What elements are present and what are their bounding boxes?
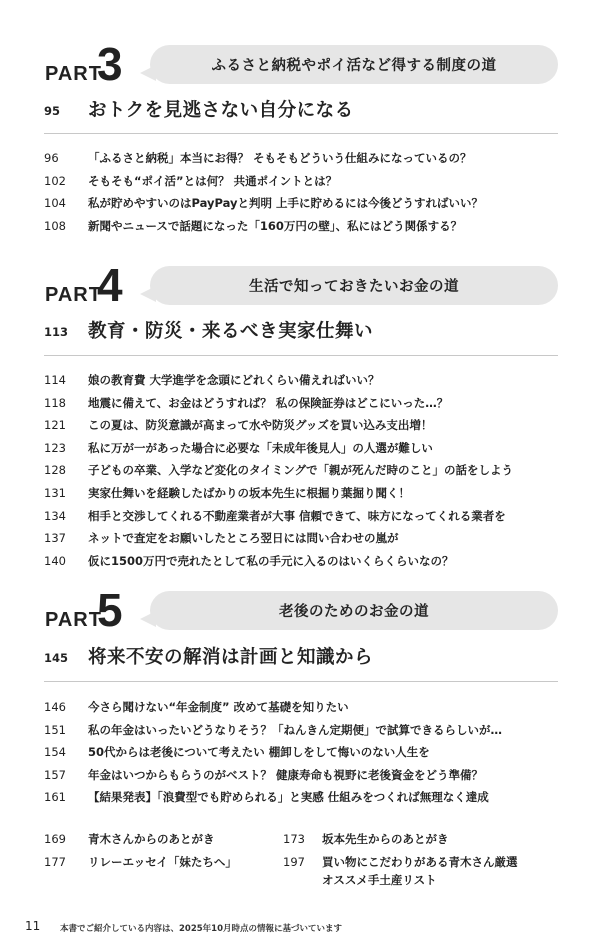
chapter-title: おトクを見逃さない自分になる xyxy=(88,100,354,121)
item-page-number: 169 xyxy=(44,832,66,846)
toc-item[interactable] xyxy=(0,438,600,461)
item-title: 【結果発表】「浪費型でも貯められる」と実感 仕組みをつくれば無理なく達成 xyxy=(88,790,489,805)
part-4-item-list xyxy=(0,370,600,573)
footer-note: 本書でご紹介している内容は、2025年10月時点の情報に基づいています xyxy=(60,924,342,934)
item-page-number: 114 xyxy=(44,373,66,387)
item-title: 青木さんからのあとがき xyxy=(88,832,215,846)
part-5-header xyxy=(0,584,600,636)
toc-item[interactable] xyxy=(0,742,600,765)
item-title: 50代からは老後について考えたい 棚卸しをして悔いのない人生を xyxy=(88,745,430,760)
item-page-number: 134 xyxy=(44,508,66,523)
item-page-number: 197 xyxy=(283,855,305,869)
item-page-number: 131 xyxy=(44,485,66,500)
item-title: 年金はいつからもらうのがベスト？ 健康寿命も視野に老後資金をどう準備？ xyxy=(88,767,483,782)
item-page-number: 96 xyxy=(44,151,59,165)
heading-page-number: 113 xyxy=(44,325,69,339)
toc-item[interactable] xyxy=(0,415,600,438)
item-title: そもそも“ポイ活”とは何？ 共通ポイントとは？ xyxy=(88,173,338,188)
item-title: 坂本先生からのあとがき xyxy=(322,832,449,846)
item-title: 私の年金はいったいどうなりそう？「ねんきん定期便」で試算できるらしいが… xyxy=(88,722,502,737)
part-number: 3 xyxy=(97,38,123,90)
part-theme-bubble: 生活で知っておきたいお金の道 xyxy=(150,266,558,305)
item-page-number: 161 xyxy=(44,790,66,805)
item-title-line-2: オススメ手土産リスト xyxy=(322,873,437,887)
item-title: 娘の教育費 大学進学を念頭にどれくらい備えればいい？ xyxy=(88,373,380,387)
toc-item[interactable] xyxy=(0,193,600,216)
page-number: 11 xyxy=(25,919,41,933)
item-page-number: 108 xyxy=(44,218,66,233)
toc-item[interactable] xyxy=(0,528,600,551)
item-page-number: 137 xyxy=(44,531,66,546)
toc-item[interactable] xyxy=(0,460,600,483)
toc-item[interactable] xyxy=(0,551,600,574)
part-4-chapter-heading[interactable] xyxy=(0,315,600,345)
afterword-list xyxy=(0,826,600,896)
part-3-item-list xyxy=(0,148,600,238)
item-title: 子どもの卒業、入学など変化のタイミングで「親が死んだ時のこと」の話をしよう xyxy=(88,463,514,478)
item-page-number: 177 xyxy=(44,855,66,869)
part-3-chapter-heading[interactable] xyxy=(0,94,600,124)
divider xyxy=(44,133,558,134)
toc-item[interactable] xyxy=(0,216,600,239)
toc-item[interactable] xyxy=(0,697,600,720)
part-number: 5 xyxy=(97,584,123,636)
heading-page-number: 95 xyxy=(44,104,61,118)
item-title: ネットで査定をお願いしたところ翌日には問い合わせの嵐が xyxy=(88,531,399,546)
part-5-item-list xyxy=(0,697,600,810)
item-title: リレーエッセイ「妹たちへ」 xyxy=(88,855,237,869)
item-page-number: 123 xyxy=(44,440,66,455)
part-5-chapter-heading[interactable] xyxy=(0,641,600,671)
item-page-number: 173 xyxy=(283,832,305,846)
item-page-number: 128 xyxy=(44,463,66,478)
item-title: 「ふるさと納税」本当にお得？ そもそもどういう仕組みになっているの？ xyxy=(88,151,472,165)
part-label: PART xyxy=(45,609,102,631)
item-page-number: 121 xyxy=(44,418,66,433)
toc-item[interactable] xyxy=(0,148,600,171)
item-page-number: 140 xyxy=(44,553,66,568)
item-title: 私が貯めやすいのはPayPayと判明 上手に貯めるには今後どうすればいい？ xyxy=(88,196,484,211)
toc-item[interactable] xyxy=(0,506,600,529)
item-page-number: 102 xyxy=(44,173,66,188)
divider xyxy=(44,681,558,682)
toc-item[interactable] xyxy=(0,787,600,810)
toc-item[interactable] xyxy=(0,171,600,194)
item-title: 相手と交渉してくれる不動産業者が大事 信頼できて、味方になってくれる業者を xyxy=(88,508,506,523)
part-3-header xyxy=(0,38,600,90)
part-theme-bubble: 老後のためのお金の道 xyxy=(150,591,558,630)
divider xyxy=(44,355,558,356)
item-page-number: 157 xyxy=(44,767,66,782)
part-label: PART xyxy=(45,63,102,85)
item-title: 新聞やニュースで話題になった「160万円の壁」、私にはどう関係する？ xyxy=(88,218,463,233)
toc-item[interactable] xyxy=(0,483,600,506)
item-title: 今さら聞けない“年金制度” 改めて基礎を知りたい xyxy=(88,700,349,714)
toc-item[interactable] xyxy=(0,393,600,416)
part-4-header xyxy=(0,259,600,311)
chapter-title: 教育・防災・来るべき実家仕舞い xyxy=(88,321,374,342)
chapter-title: 将来不安の解消は計画と知識から xyxy=(88,647,374,668)
item-title: 実家仕舞いを経験したばかりの坂本先生に根掘り葉掘り聞く！ xyxy=(88,485,410,500)
item-page-number: 151 xyxy=(44,722,66,737)
item-page-number: 146 xyxy=(44,700,66,714)
item-title: この夏は、防災意識が高まって水や防災グッズを買い込み支出増！ xyxy=(88,418,433,433)
toc-item[interactable] xyxy=(0,765,600,788)
item-title: 地震に備えて、お金はどうすれば？ 私の保険証券はどこにいった…？ xyxy=(88,395,449,410)
part-number: 4 xyxy=(97,259,123,311)
part-theme-bubble: ふるさと納税やポイ活など得する制度の道 xyxy=(150,45,558,84)
item-title: 私に万が一があった場合に必要な「未成年後見人」の人選が難しい xyxy=(88,440,433,455)
heading-page-number: 145 xyxy=(44,651,69,665)
item-page-number: 154 xyxy=(44,745,66,760)
toc-item[interactable] xyxy=(0,720,600,743)
item-title: 買い物にこだわりがある青木さん厳選 xyxy=(322,855,518,869)
toc-item[interactable] xyxy=(0,370,600,393)
item-title: 仮に1500万円で売れたとして私の手元に入るのはいくらくらいなの？ xyxy=(88,553,454,568)
part-label: PART xyxy=(45,284,102,306)
item-page-number: 118 xyxy=(44,395,66,410)
item-page-number: 104 xyxy=(44,196,66,211)
